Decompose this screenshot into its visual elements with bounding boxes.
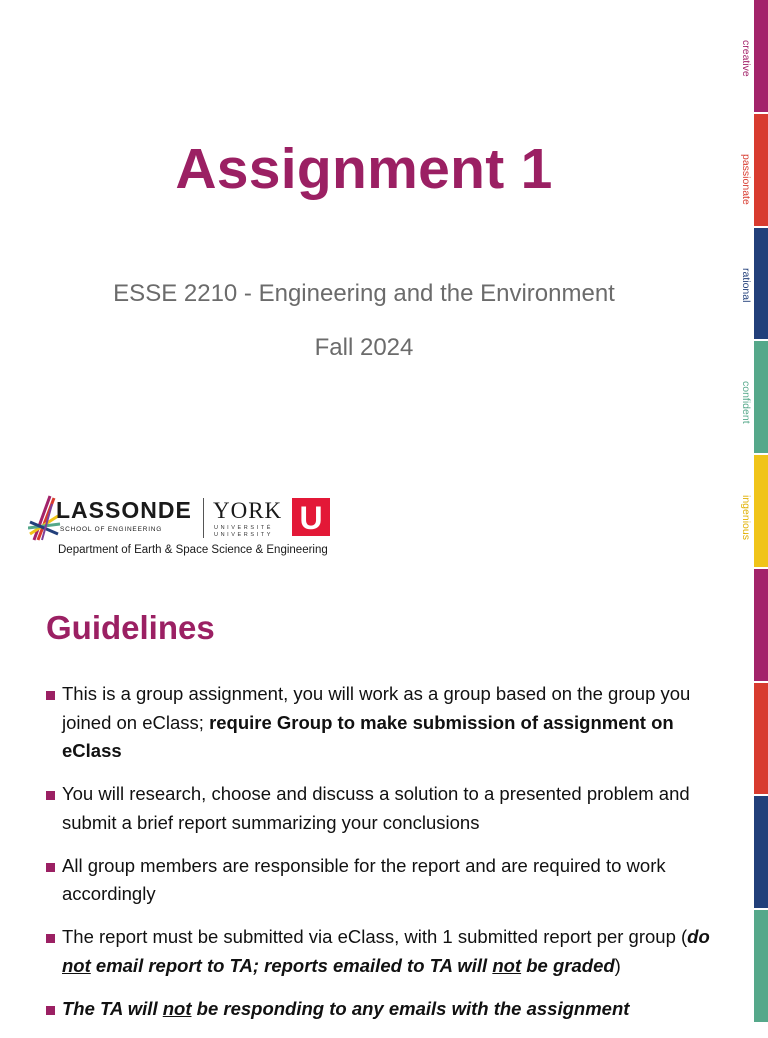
york-u-logo-icon <box>292 498 330 536</box>
strip-segment <box>754 0 768 112</box>
strip-segment <box>754 910 768 1022</box>
guidelines-heading: Guidelines <box>46 609 215 646</box>
brand-value-creative: creative <box>740 40 752 77</box>
list-item: The TA will not be responding to any emails with the assignment <box>46 995 736 1024</box>
term-label: Fall 2024 <box>314 334 414 361</box>
york-university-label: UNIVERSITÉ UNIVERSITY <box>214 525 274 538</box>
bullet-square-icon <box>46 691 55 700</box>
strip-segment <box>754 796 768 908</box>
strip-segment <box>754 455 768 567</box>
course-subtitle: ESSE 2210 - Engineering and the Environment <box>113 280 615 307</box>
strip-segment <box>754 341 768 453</box>
bullet-square-icon <box>46 934 55 943</box>
department-label: Department of Earth & Space Science & Engineering <box>58 544 328 556</box>
strip-segment <box>754 683 768 795</box>
bullet-square-icon <box>46 863 55 872</box>
lassonde-york-logo <box>28 494 348 564</box>
list-item: You will research, choose and discuss a solution to a presented problem and submit a brief report summarizing your conclusions <box>46 780 736 837</box>
slide-title: Assignment 1 <box>175 137 553 201</box>
logo-divider <box>203 498 204 538</box>
brand-value-passionate: passionate <box>740 153 752 205</box>
strip-segment <box>754 228 768 340</box>
bullet-square-icon <box>46 791 55 800</box>
brand-value-rational: rational <box>740 267 752 302</box>
brand-color-strip <box>754 0 768 1024</box>
bullet-square-icon <box>46 1006 55 1015</box>
lassonde-wordmark: LASSONDE <box>56 497 192 523</box>
york-wordmark: YORK <box>213 498 283 523</box>
strip-segment <box>754 114 768 226</box>
list-item: The report must be submitted via eClass, with 1 submitted report per group (do not email report to TA; reports emailed to TA will not be graded) <box>46 923 736 980</box>
lassonde-school-label: SCHOOL OF ENGINEERING <box>60 526 163 533</box>
list-item: This is a group assignment, you will work as a group based on the group you joined on eClass; require Group to make submission of assignment on eClass <box>46 680 736 766</box>
strip-segment <box>754 569 768 681</box>
brand-value-ingenious: ingenious <box>740 495 752 541</box>
brand-value-confident: confident <box>740 381 752 424</box>
guidelines-list <box>46 680 736 1038</box>
list-item: All group members are responsible for the report and are required to work accordingly <box>46 852 736 909</box>
svg-text:U: U <box>299 500 323 536</box>
